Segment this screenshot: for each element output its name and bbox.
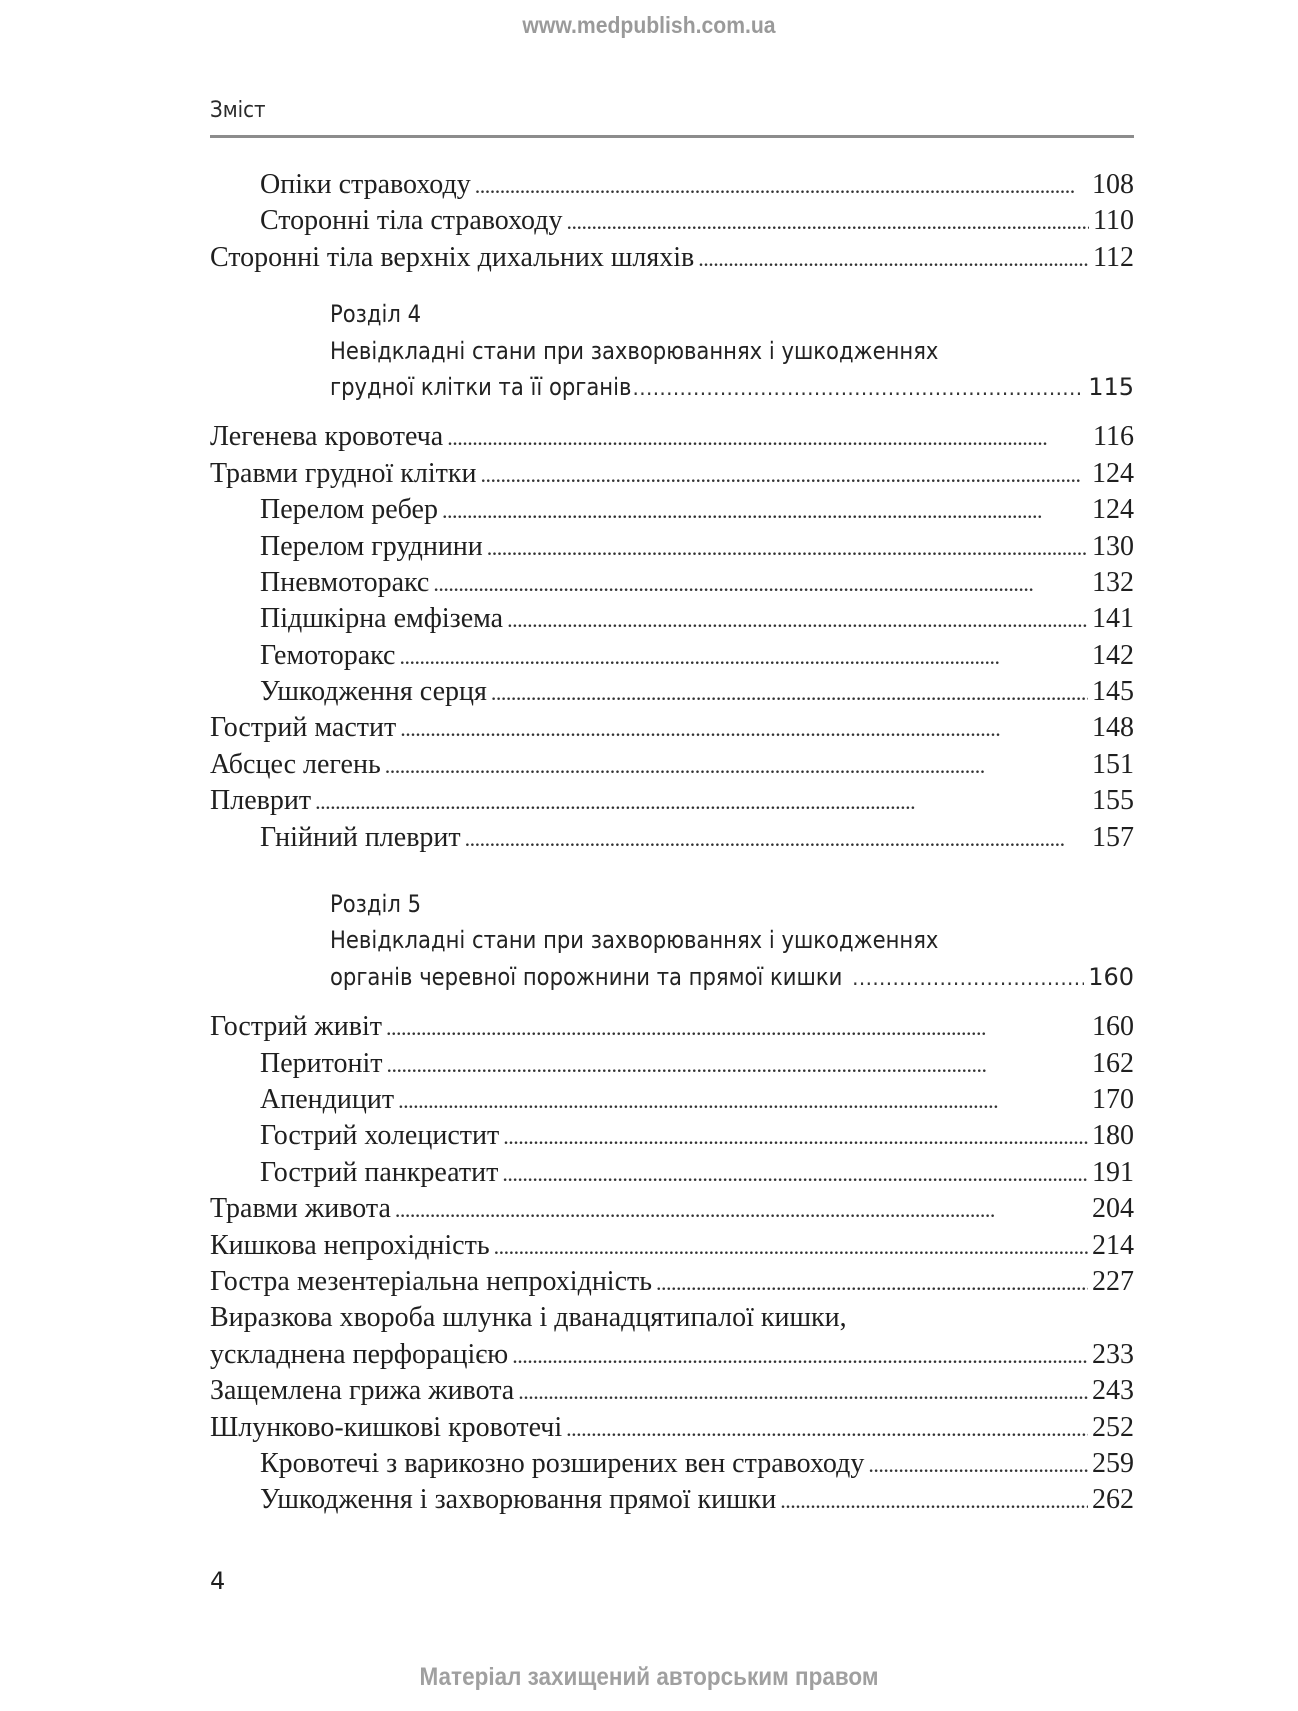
toc-entry-title: Пневмоторакс xyxy=(260,566,430,598)
dot-leader xyxy=(698,241,1089,277)
toc-entry-page: 160 xyxy=(1092,1011,1134,1043)
toc-entry[interactable] xyxy=(210,203,1134,239)
toc-entry-title: Гострий живіт xyxy=(210,1011,382,1043)
dot-leader xyxy=(633,370,1085,406)
toc-entry-page: 110 xyxy=(1093,205,1134,237)
toc-entry-title: Гострий холецистит xyxy=(260,1120,500,1152)
toc-entry-title: Гнійний плеврит xyxy=(260,821,461,853)
dot-leader xyxy=(480,457,1088,493)
toc-entry[interactable] xyxy=(210,240,1134,276)
toc-entry-page: 112 xyxy=(1093,241,1134,273)
section-4-entries xyxy=(210,419,1134,856)
dot-leader xyxy=(491,675,1088,711)
dot-leader xyxy=(386,1010,1088,1046)
dot-leader xyxy=(566,1411,1088,1447)
section-4-heading[interactable] xyxy=(210,296,1134,405)
toc-entry-title: Сторонні тіла верхніх дихальних шляхів xyxy=(210,241,695,273)
dot-leader xyxy=(447,420,1089,456)
table-of-contents xyxy=(210,167,1134,1519)
toc-entry[interactable] xyxy=(210,1046,1134,1082)
dot-leader xyxy=(502,1156,1088,1192)
toc-entry[interactable] xyxy=(210,820,1134,856)
toc-entry-page: 259 xyxy=(1092,1447,1134,1479)
toc-entry[interactable] xyxy=(210,1228,1134,1264)
toc-entry-page: 157 xyxy=(1092,821,1134,853)
toc-entry-title: Абсцес легень xyxy=(210,748,381,780)
dot-leader xyxy=(852,960,1084,996)
toc-entry-page: 132 xyxy=(1092,566,1134,598)
toc-entry[interactable] xyxy=(210,638,1134,674)
dot-leader xyxy=(487,530,1088,566)
section-title-line: Невідкладні стани при захворюваннях і ушкодженнях xyxy=(330,926,939,955)
toc-entry-title: Ушкодження серця xyxy=(260,676,487,708)
toc-entry-title: Перелом груднини xyxy=(260,530,483,562)
toc-entry-page: 180 xyxy=(1092,1120,1134,1152)
toc-entry[interactable] xyxy=(210,167,1134,203)
running-head: Зміст xyxy=(210,98,266,123)
toc-entry-multiline-first[interactable] xyxy=(210,1300,1134,1336)
section-title-line: Невідкладні стани при захворюваннях і ушкодженнях xyxy=(330,336,939,365)
section-5-entries xyxy=(210,1009,1134,1518)
toc-entry-page: 124 xyxy=(1092,457,1134,489)
toc-entry-title: Виразкова хвороба шлунка і дванадцятипалої кишки, xyxy=(210,1302,847,1334)
toc-entry[interactable] xyxy=(210,1118,1134,1154)
dot-leader xyxy=(656,1265,1088,1301)
dot-leader xyxy=(315,784,1088,820)
toc-entry[interactable] xyxy=(210,492,1134,528)
toc-entry-page: 162 xyxy=(1092,1047,1134,1079)
dot-leader xyxy=(494,1229,1088,1265)
toc-entry-title: Защемлена грижа живота xyxy=(210,1375,515,1407)
toc-entry[interactable] xyxy=(210,1009,1134,1045)
section-page: 160 xyxy=(1088,962,1134,991)
toc-entry-title: Апендицит xyxy=(260,1083,395,1115)
dot-leader xyxy=(503,1119,1088,1155)
toc-entry[interactable] xyxy=(210,1082,1134,1118)
dot-leader xyxy=(566,204,1089,240)
section-label: Розділ 4 xyxy=(330,300,422,329)
toc-entry[interactable] xyxy=(210,1373,1134,1409)
toc-entry-page: 151 xyxy=(1092,748,1134,780)
toc-entry-page: 145 xyxy=(1092,676,1134,708)
toc-entry[interactable] xyxy=(210,419,1134,455)
toc-entry[interactable] xyxy=(210,1155,1134,1191)
section-page: 115 xyxy=(1088,372,1134,401)
dot-leader xyxy=(780,1483,1088,1519)
toc-entry-title: Опіки стравоходу xyxy=(260,169,471,200)
toc-entry-title: Кровотечі з варикозно розширених вен стравоходу xyxy=(260,1447,865,1479)
watermark-url: www.medpublish.com.ua xyxy=(522,12,776,38)
toc-entry[interactable] xyxy=(210,456,1134,492)
page-number: 4 xyxy=(210,1567,226,1595)
dot-leader xyxy=(507,602,1088,638)
toc-entry-page: 204 xyxy=(1092,1193,1134,1225)
toc-entry[interactable] xyxy=(210,1410,1134,1446)
toc-entry-title: Гемоторакс xyxy=(260,639,396,671)
toc-entry-page: 108 xyxy=(1092,169,1134,200)
toc-entry-page: 116 xyxy=(1093,421,1134,453)
dot-leader xyxy=(398,1083,1088,1119)
toc-entry[interactable] xyxy=(210,1264,1134,1300)
toc-entry-title: Травми живота xyxy=(210,1193,391,1225)
toc-entry-title: Сторонні тіла стравоходу xyxy=(260,205,563,237)
dot-leader xyxy=(442,493,1088,529)
toc-entry-page: 252 xyxy=(1092,1411,1134,1443)
toc-entry[interactable] xyxy=(210,529,1134,565)
dot-leader xyxy=(433,566,1088,602)
dot-leader xyxy=(387,1047,1089,1083)
toc-entry-page: 141 xyxy=(1092,603,1134,635)
copyright-watermark: Матеріал захищений авторським правом xyxy=(419,1663,879,1691)
toc-entry[interactable] xyxy=(210,1446,1134,1482)
section-label: Розділ 5 xyxy=(330,890,422,919)
header-rule xyxy=(210,135,1134,138)
toc-entry-title: Гостра мезентеріальна непрохідність xyxy=(210,1265,653,1297)
toc-entry-title: Підшкірна емфізема xyxy=(260,603,504,635)
toc-entry-title: Перелом ребер xyxy=(260,494,438,526)
toc-entry-page: 155 xyxy=(1092,785,1134,817)
toc-entry[interactable] xyxy=(210,1482,1134,1518)
toc-entry[interactable] xyxy=(210,747,1134,783)
section-5-heading[interactable] xyxy=(210,886,1134,995)
toc-entry-title: Гострий панкреатит xyxy=(260,1156,499,1188)
dot-leader xyxy=(400,711,1088,747)
toc-entry-multiline-second[interactable] xyxy=(210,1337,1134,1373)
toc-entry-page: 148 xyxy=(1092,712,1134,744)
section-title-line: органів черевної порожнини та прямої кишки xyxy=(330,962,843,991)
toc-entry-page: 130 xyxy=(1092,530,1134,562)
toc-entry-page: 243 xyxy=(1092,1375,1134,1407)
toc-entry-title: Легенева кровотеча xyxy=(210,421,444,453)
toc-entry-page: 233 xyxy=(1092,1338,1134,1370)
toc-entry-page: 227 xyxy=(1092,1265,1134,1297)
dot-leader xyxy=(385,748,1088,784)
toc-entry-page: 124 xyxy=(1092,494,1134,526)
toc-entry[interactable] xyxy=(210,783,1134,819)
dot-leader xyxy=(465,821,1088,857)
toc-entry-page: 191 xyxy=(1092,1156,1134,1188)
toc-entry-title: Кишкова непрохідність xyxy=(210,1229,490,1261)
dot-leader xyxy=(395,1192,1088,1228)
toc-entry[interactable] xyxy=(210,601,1134,637)
toc-entry[interactable] xyxy=(210,710,1134,746)
toc-entry-title: Шлунково-кишкові кровотечі xyxy=(210,1411,563,1443)
toc-entry-title: Ушкодження і захворювання прямої кишки xyxy=(260,1484,777,1516)
toc-entry-title: ускладнена перфорацією xyxy=(210,1338,509,1370)
toc-entry[interactable] xyxy=(210,1191,1134,1227)
toc-entry-page: 262 xyxy=(1092,1484,1134,1516)
toc-entry-title: Травми грудної клітки xyxy=(210,457,477,489)
dot-leader xyxy=(475,168,1088,204)
toc-entry-page: 214 xyxy=(1092,1229,1134,1261)
dot-leader xyxy=(868,1447,1088,1483)
toc-entry-page: 170 xyxy=(1092,1083,1134,1115)
toc-entry-page: 142 xyxy=(1092,639,1134,671)
dot-leader xyxy=(518,1374,1088,1410)
toc-entry[interactable] xyxy=(210,674,1134,710)
toc-entry-title: Плеврит xyxy=(210,785,312,817)
toc-entry[interactable] xyxy=(210,565,1134,601)
dot-leader xyxy=(399,639,1088,675)
toc-entry-title: Перитоніт xyxy=(260,1047,383,1079)
section-title-line: грудної клітки та її органів xyxy=(330,372,632,401)
dot-leader xyxy=(512,1338,1088,1374)
toc-entry-title: Гострий мастит xyxy=(210,712,397,744)
